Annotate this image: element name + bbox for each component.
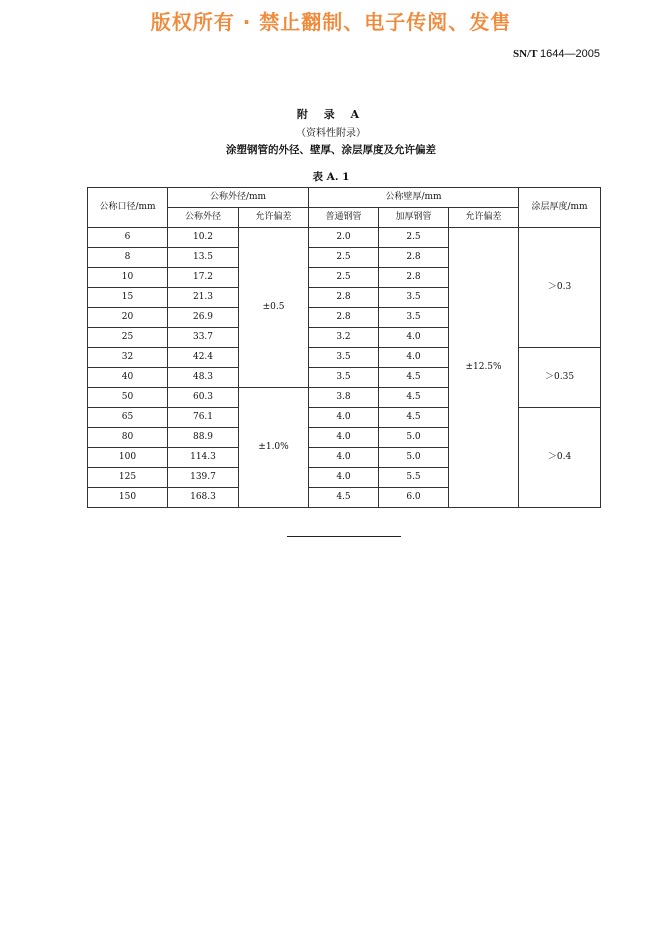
cell-coating: ＞0.35 bbox=[519, 348, 601, 408]
cell-ordinary: 4.0 bbox=[309, 408, 379, 428]
cell-od: 13.5 bbox=[168, 248, 239, 268]
cell-ordinary: 2.5 bbox=[309, 268, 379, 288]
cell-thick: 4.5 bbox=[379, 408, 449, 428]
appendix-heading: 涂塑钢管的外径、壁厚、涂层厚度及允许偏差 bbox=[226, 144, 436, 156]
cell-od-tolerance: ±0.5 bbox=[239, 228, 309, 388]
cell-thick: 5.0 bbox=[379, 448, 449, 468]
cell-dn: 6 bbox=[88, 228, 168, 248]
header-outer-diameter: 公称外径 bbox=[168, 208, 239, 228]
cell-dn: 65 bbox=[88, 408, 168, 428]
cell-thick: 4.0 bbox=[379, 328, 449, 348]
cell-thick: 4.0 bbox=[379, 348, 449, 368]
appendix-title: 附 录 A bbox=[296, 108, 366, 121]
cell-thick: 4.5 bbox=[379, 368, 449, 388]
cell-od-tolerance: ±1.0% bbox=[239, 388, 309, 508]
cell-dn: 8 bbox=[88, 248, 168, 268]
standard-prefix: SN/T bbox=[513, 48, 538, 60]
cell-od: 42.4 bbox=[168, 348, 239, 368]
cell-ordinary: 2.0 bbox=[309, 228, 379, 248]
cell-dn: 150 bbox=[88, 488, 168, 508]
cell-ordinary: 4.5 bbox=[309, 488, 379, 508]
cell-thick: 6.0 bbox=[379, 488, 449, 508]
cell-thick: 3.5 bbox=[379, 308, 449, 328]
cell-od: 21.3 bbox=[168, 288, 239, 308]
header-nominal-diameter: 公称口径/mm bbox=[88, 188, 168, 228]
cell-thick: 5.5 bbox=[379, 468, 449, 488]
cell-dn: 80 bbox=[88, 428, 168, 448]
cell-od: 48.3 bbox=[168, 368, 239, 388]
cell-coating: ＞0.3 bbox=[519, 228, 601, 348]
header-wall-group: 公称壁厚/mm bbox=[309, 188, 519, 208]
cell-dn: 10 bbox=[88, 268, 168, 288]
cell-od: 168.3 bbox=[168, 488, 239, 508]
cell-dn: 40 bbox=[88, 368, 168, 388]
cell-ordinary: 4.0 bbox=[309, 468, 379, 488]
cell-od: 114.3 bbox=[168, 448, 239, 468]
standard-code bbox=[513, 48, 600, 60]
cell-dn: 50 bbox=[88, 388, 168, 408]
cell-od: 33.7 bbox=[168, 328, 239, 348]
end-rule bbox=[287, 536, 401, 537]
table-row bbox=[88, 228, 601, 248]
cell-thick: 2.5 bbox=[379, 228, 449, 248]
table-caption: 表 A. 1 bbox=[312, 171, 350, 183]
cell-dn: 32 bbox=[88, 348, 168, 368]
cell-dn: 125 bbox=[88, 468, 168, 488]
spec-table bbox=[87, 187, 601, 508]
header-wall-tolerance: 允许偏差 bbox=[449, 208, 519, 228]
appendix-subtitle: （资料性附录） bbox=[296, 128, 366, 139]
cell-od: 88.9 bbox=[168, 428, 239, 448]
cell-od: 10.2 bbox=[168, 228, 239, 248]
cell-od: 17.2 bbox=[168, 268, 239, 288]
copyright-watermark: 版权所有 · 禁止翻制、电子传阅、发售 bbox=[150, 10, 512, 34]
cell-thick: 3.5 bbox=[379, 288, 449, 308]
cell-dn: 15 bbox=[88, 288, 168, 308]
cell-od: 60.3 bbox=[168, 388, 239, 408]
cell-ordinary: 2.5 bbox=[309, 248, 379, 268]
cell-ordinary: 3.5 bbox=[309, 348, 379, 368]
cell-thick: 5.0 bbox=[379, 428, 449, 448]
cell-ordinary: 3.5 bbox=[309, 368, 379, 388]
table-row bbox=[88, 408, 601, 428]
cell-thick: 2.8 bbox=[379, 248, 449, 268]
cell-od: 26.9 bbox=[168, 308, 239, 328]
cell-thick: 4.5 bbox=[379, 388, 449, 408]
cell-ordinary: 3.2 bbox=[309, 328, 379, 348]
cell-od: 139.7 bbox=[168, 468, 239, 488]
header-od-tolerance: 允许偏差 bbox=[239, 208, 309, 228]
header-coating-thickness: 涂层厚度/mm bbox=[519, 188, 601, 228]
cell-dn: 100 bbox=[88, 448, 168, 468]
cell-thick: 2.8 bbox=[379, 268, 449, 288]
cell-ordinary: 2.8 bbox=[309, 288, 379, 308]
table-row bbox=[88, 348, 601, 368]
cell-ordinary: 4.0 bbox=[309, 428, 379, 448]
cell-wall-tolerance: ±12.5% bbox=[449, 228, 519, 508]
standard-number: 1644—2005 bbox=[540, 48, 600, 60]
cell-od: 76.1 bbox=[168, 408, 239, 428]
cell-coating: ＞0.4 bbox=[519, 408, 601, 508]
header-thick-pipe: 加厚钢管 bbox=[379, 208, 449, 228]
cell-dn: 20 bbox=[88, 308, 168, 328]
cell-ordinary: 3.8 bbox=[309, 388, 379, 408]
cell-ordinary: 2.8 bbox=[309, 308, 379, 328]
header-outer-diameter-group: 公称外径/mm bbox=[168, 188, 309, 208]
cell-ordinary: 4.0 bbox=[309, 448, 379, 468]
header-ordinary-pipe: 普通钢管 bbox=[309, 208, 379, 228]
cell-dn: 25 bbox=[88, 328, 168, 348]
